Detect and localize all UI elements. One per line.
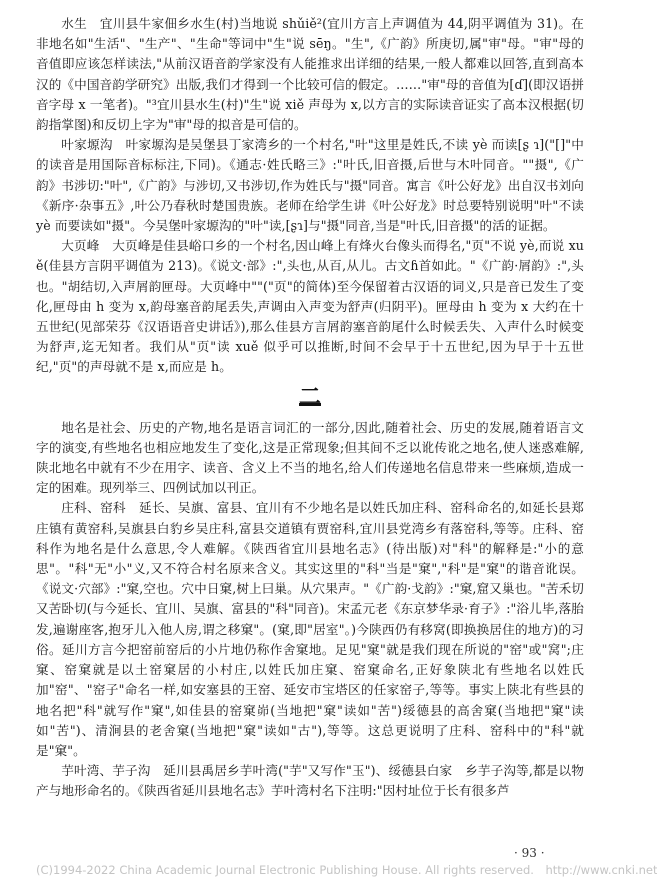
- copyright-footer: (C)1994-2022 China Academic Journal Electronic Publishing House. All rights reserved. http://www.cnki.net: [36, 863, 657, 877]
- main-text-column: [36, 14, 584, 802]
- section-heading-two: [36, 384, 584, 412]
- paragraph-shuisheng: 水生 宜川县牛家佃乡水生(村)当地说 shǔiě²(宜川方言上声调值为 44,阴平调值为 31)。在非地名如"生活"、"生产"、"生命"等词中"生"说 sēŋ。"生",《广韵》所庚切,属"审"母。"审"母的音值即应该怎样读法,"从前汉语音韵学家没有人能推求出详细的结果,一般人都难以回答,直到高本汉的《中国音韵学研究》出版,我们才得到一个比较可信的假定。……"审"母的音值为[ɗ](即汉语拼音字母 x 一笔者)。"³宜川县水生(村)"生"说 xiě 声母为 x,以方言的实际读音证实了高本汉根据(切韵指掌图)和反切上字为"审"母的拟音是可信的。: [36, 16, 584, 133]
- page-number: · 93 ·: [514, 846, 545, 860]
- paragraph-zhuangke-yaoke: 庄科、窑科 延长、吴旗、富县、宜川有不少地名是以姓氏加庄科、窑科命名的,如延长县郑庄镇有黄窑科,吴旗县白豹乡吴庄科,富县交道镇有贾窑科,宜川县党湾乡有落窑科,等等。庄科、窑科作为地名是什么意思,令人难解。《陕西省宜川县地名志》(待出版)对"科"的解释是:"小的意思"。"科"无"小"义,又不符合村名原来含义。其实这里的"科"当是"窠","科"是"窠"的谐音讹误。《说文·穴部》:"窠,空也。穴中日窠,树上曰巢。从穴果声。"《广韵·戈韵》:"窠,窟又巢也。"苦禾切又苦卧切(与今延长、宜川、吴旗、富县的"科"同音)。宋孟元老《东京梦华录·育子》:"浴儿毕,落胎发,遍谢座客,抱牙儿入他人房,谓之移窠"。(窠,即"居室"。)今陕西仍有移窝(即换换居住的地方)的习俗。延川方言今把窑前窑后的小片地仍称作舍窠地。足见"窠"就是我们现在所说的"窑"或"窝";庄窠、窑窠就是以土窑窠居的小村庄,以姓氏加庄窠、窑窠命名,正好象陕北有些地名以姓氏加"窑"、"窑子"命名一样,如安塞县的王窑、延安市宝塔区的任家窑子,等等。事实上陕北有些县的地名把"科"就写作"窠",如佳县的窑窠峁(当地把"窠"读如"苦")绥德县的高舍窠(当地把"窠"读如"苦")、清涧县的老舍窠(当地把"窠"读如"古"),等等。这总更说明了庄科、窑科中的"科"就是"窠"。: [36, 500, 585, 758]
- paragraph-section-intro: 地名是社会、历史的产物,地名是语言词汇的一部分,因此,随着社会、历史的发展,随着语言文字的演变,有些地名也相应地发生了变化,这是正常现象;但其间不乏以讹传讹之地名,使人迷惑难解,陕北地名中就有不少在用字、读音、含义上不当的地名,给人们传递地名信息带来一些麻烦,造成一定的困难。现列举三、四例试加以刊正。: [36, 419, 584, 496]
- paragraph-yuyewan: 芋叶湾、芋子沟 延川县禹居乡芋叶湾("芋"又写作"玉")、绥德县白家 乡芋子沟等,都是以物产与地形命名的。《陕西省延川县地名志》芋叶湾村名下注明:"因村址位于长有很多芦: [36, 763, 584, 799]
- section-number: 二: [299, 384, 322, 410]
- paragraph-dayefeng: 大页峰 大页峰是佳县峪口乡的一个村名,因山峰上有烽火台像头而得名,"页"不说 yè,而说 xuě(佳县方言阴平调值为 213)。《说文·部》:",头也,从百,从儿。古文ɦ首如此。"《广韵·屑韵》:",头也。"胡结切,入声屑韵匣母。大页峰中""("页"的简体)至今保留着古汉语的词义,只是音已发生了变化,匣母由 h 变为 x,韵母塞音韵尾丢失,声调由入声变为舒声(归阴平)。匣母由 h 变为 x 大约在十五世纪(见部荣芬《汉语语音史讲话》),那么佳县方言屑韵塞音韵尾什么时候丢失、入声什么时候变为舒声,迄无知者。我们从"页"读 xuě 似乎可以推断,时间不会早于十五世纪,因为早于十五世纪,"页"的声母就不是 x,而应是 h。: [36, 238, 584, 375]
- paragraph-yejiayuangou: 叶家塬沟 叶家塬沟是吴堡县丁家湾乡的一个村名,"叶"这里是姓氏,不读 yè 而读[ʂ ɿ]("[]"中的读音是用国际音标标注,下同)。《通志·姓氏略三》:"叶氏,旧音摄,后世与木叶同音。""摄",《广韵》书涉切:"叶",《广韵》与涉切,又书涉切,作为姓氏与"摄"同音。寓言《叶公好龙》出自汉书刘向《新序·杂事五》,叶公乃春秋时楚国贵族。老师在给学生讲《叶公好龙》时总要特别说明"叶"不读 yè 而要读如"摄"。今吴堡叶家塬沟的"叶"读,[ʂɿ]与"摄"同音,当是"叶氏,旧音摄"的活的证据。: [36, 137, 584, 234]
